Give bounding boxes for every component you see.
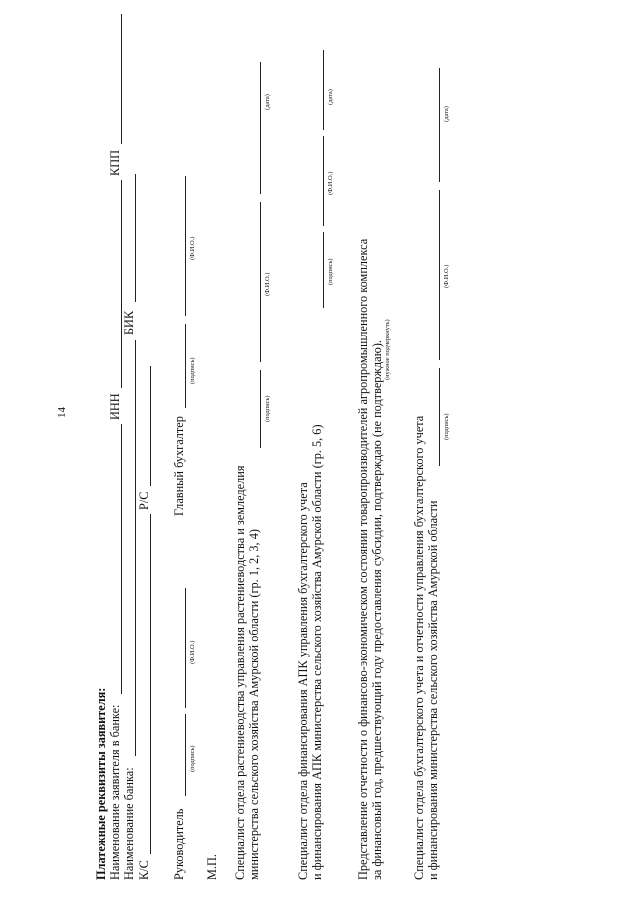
inn-line: [121, 180, 122, 388]
acc-specialist-line2: и финансирования министерства сельского хозяйства Амурской области: [426, 500, 440, 880]
head-label: Руководитель: [172, 808, 186, 880]
crop-name-line: [260, 202, 261, 362]
acc-date-caption: (дата): [443, 106, 450, 122]
ks-label: К/С: [137, 860, 151, 880]
underline-needed-caption: (нужное подчеркнуть): [384, 319, 391, 380]
kpp-line: [121, 14, 122, 144]
chief-signature-line: [185, 324, 186, 408]
chief-signature-caption: (подпись): [189, 357, 196, 384]
crop-specialist-line2: министерства сельского хозяйства Амурской области (гр. 1, 2, 3, 4): [247, 529, 261, 880]
acc-name-line: [439, 190, 440, 360]
crop-date-caption: (дата): [264, 94, 271, 110]
crop-specialist-line1: Специалист отдела растениеводства управления растениеводства и земледелия: [233, 465, 247, 880]
fin-name-line: [323, 136, 324, 226]
fin-specialist-line1: Специалист отдела финансирования АПК управления бухгалтерского учета: [296, 482, 310, 880]
fin-signature-caption: (подпись): [327, 258, 334, 285]
rs-line: [150, 366, 151, 486]
fin-date-line: [323, 50, 324, 130]
rotated-form-sheet: [93, 0, 493, 880]
fin-name-caption: (Ф.И.О.): [327, 171, 334, 195]
fin-date-caption: (дата): [327, 89, 334, 105]
head-name-caption: (Ф.И.О.): [189, 640, 196, 664]
bank-name-line: [135, 340, 136, 756]
report-line2: за финансовый год, предшествующий году предоставления субсидии, подтверждаю (не подтверждаю).: [370, 340, 384, 880]
acc-signature-caption: (подпись): [443, 413, 450, 440]
page-number: 14: [56, 407, 68, 418]
crop-signature-line: [260, 370, 261, 448]
crop-name-caption: (Ф.И.О.): [264, 272, 271, 296]
chief-name-caption: (Ф.И.О.): [189, 236, 196, 260]
stamp-label: М.П.: [205, 854, 219, 880]
inn-label: ИНН: [108, 393, 122, 420]
fin-signature-line: [323, 232, 324, 308]
bik-line: [135, 174, 136, 302]
acc-name-caption: (Ф.И.О.): [443, 264, 450, 288]
acc-specialist-line1: Специалист отдела бухгалтерского учета и отчетности управления бухгалтерского учета: [412, 415, 426, 880]
ks-line: [150, 514, 151, 854]
bank-name-label: Наименование банка:: [122, 767, 136, 880]
fin-specialist-line2: и финансирования АПК министерства сельского хозяйства Амурской области (гр. 5, 6): [310, 424, 324, 880]
acc-signature-line: [439, 368, 440, 466]
bik-label: БИК: [122, 310, 136, 335]
crop-signature-caption: (подпись): [264, 395, 271, 422]
head-signature-line: [185, 714, 186, 796]
acc-date-line: [439, 68, 440, 182]
report-line1: Представление отчетности о финансово-экономическом состоянии товаропроизводителей агропромышленного комплекса: [356, 238, 370, 880]
head-signature-caption: (подпись): [189, 745, 196, 772]
kpp-label: КПП: [108, 150, 122, 176]
requisites-heading: Платежные реквизиты заявителя:: [94, 687, 108, 880]
crop-date-line: [260, 62, 261, 194]
chief-name-line: [185, 176, 186, 316]
head-name-line: [185, 588, 186, 708]
applicant-name-label: Наименование заявителя в банке:: [108, 704, 122, 880]
applicant-name-line: [121, 424, 122, 694]
chief-accountant-label: Главный бухгалтер: [172, 416, 186, 516]
rs-label: Р/С: [137, 491, 151, 510]
